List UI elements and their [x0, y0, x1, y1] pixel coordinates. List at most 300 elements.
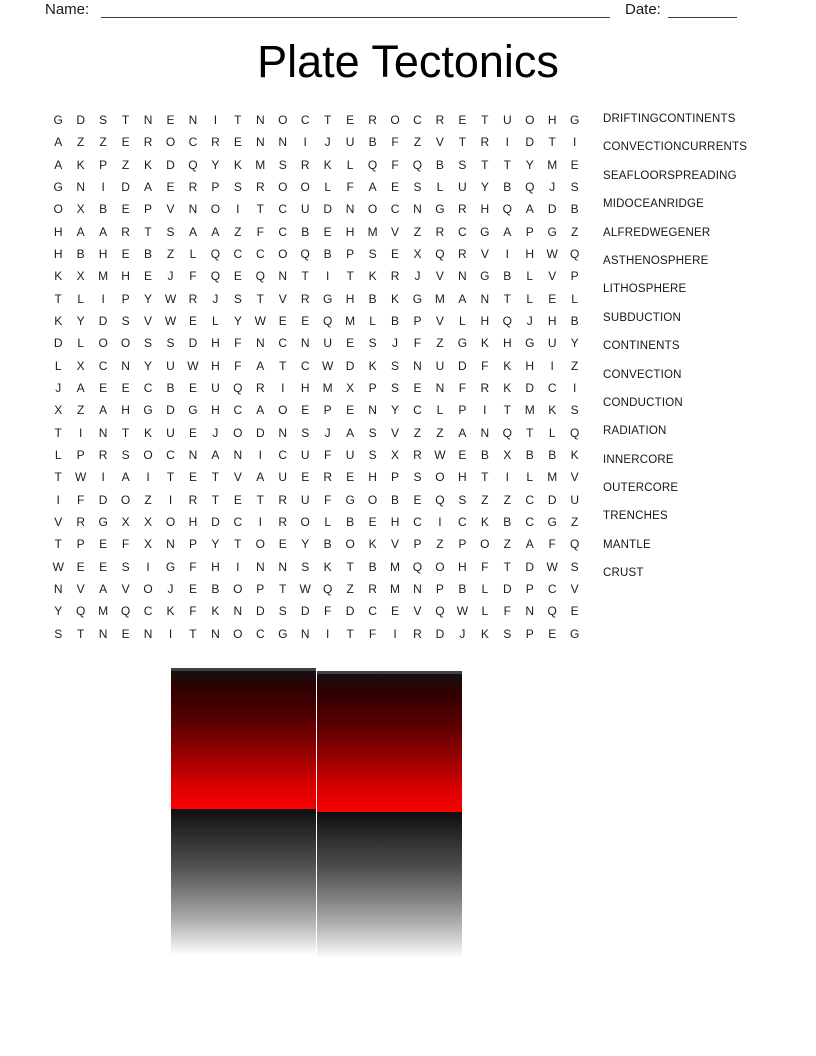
- grid-letter-r12c18: U: [435, 358, 445, 373]
- grid-letter-r15c12: S: [301, 425, 310, 440]
- grid-letter-r4c18: L: [436, 180, 444, 195]
- grid-letter-r22c14: Z: [346, 582, 354, 597]
- grid-letter-r23c5: C: [143, 604, 153, 619]
- grid-letter-r4c10: R: [255, 180, 265, 195]
- grid-letter-r11c22: G: [525, 336, 535, 351]
- grid-letter-r21c14: T: [346, 559, 354, 574]
- grid-letter-r24c14: T: [346, 626, 354, 641]
- grid-letter-r20c7: P: [188, 537, 197, 552]
- grid-letter-r15c24: Q: [569, 425, 580, 440]
- grid-letter-r24c3: N: [98, 626, 108, 641]
- grid-letter-r20c8: Y: [211, 537, 220, 552]
- grid-letter-r11c19: G: [457, 336, 468, 351]
- grid-letter-r2c15: B: [368, 135, 377, 150]
- grid-letter-r5c12: U: [300, 202, 310, 217]
- word-list-item: MIDOCEANRIDGE: [603, 198, 704, 211]
- grid-letter-r21c12: S: [301, 559, 310, 574]
- grid-letter-r16c13: F: [323, 448, 332, 463]
- grid-letter-r14c4: H: [121, 403, 130, 418]
- grid-letter-r3c3: P: [99, 157, 108, 172]
- grid-letter-r13c6: B: [166, 381, 175, 396]
- grid-letter-r13c18: N: [435, 381, 445, 396]
- grid-letter-r4c2: N: [76, 180, 86, 195]
- grid-letter-r5c1: O: [53, 202, 63, 217]
- grid-letter-r5c19: R: [458, 202, 467, 217]
- grid-letter-r20c19: P: [458, 537, 467, 552]
- grid-letter-r15c3: N: [98, 425, 108, 440]
- grid-letter-r24c18: D: [435, 626, 445, 641]
- grid-letter-r12c2: X: [76, 358, 85, 373]
- grid-letter-r9c15: B: [368, 291, 377, 306]
- grid-letter-r15c8: J: [212, 425, 219, 440]
- grid-letter-r10c11: E: [278, 314, 287, 329]
- grid-letter-r23c17: V: [413, 604, 422, 619]
- grid-letter-r1c18: R: [435, 113, 445, 128]
- grid-letter-r12c14: D: [345, 358, 355, 373]
- grid-letter-r4c11: O: [278, 180, 288, 195]
- grid-letter-r2c16: F: [391, 135, 399, 150]
- grid-letter-r1c13: T: [323, 113, 332, 128]
- grid-letter-r17c20: T: [481, 470, 489, 485]
- grid-letter-r6c21: A: [503, 224, 512, 239]
- grid-letter-r1c14: E: [346, 113, 355, 128]
- grid-letter-r5c20: H: [480, 202, 490, 217]
- grid-letter-r13c22: D: [525, 381, 535, 396]
- word-list-item: TRENCHES: [603, 510, 668, 523]
- grid-letter-r2c9: E: [233, 135, 242, 150]
- grid-letter-r7c18: Q: [435, 247, 445, 262]
- grid-letter-r13c3: E: [99, 381, 108, 396]
- grid-letter-r18c4: O: [120, 492, 131, 507]
- grid-letter-r22c17: N: [413, 582, 422, 597]
- grid-letter-r8c24: P: [570, 269, 579, 284]
- grid-letter-r1c7: N: [188, 113, 198, 128]
- grid-letter-r3c19: S: [458, 157, 467, 172]
- grid-letter-r12c4: N: [121, 358, 130, 373]
- grid-letter-r13c2: A: [76, 381, 85, 396]
- grid-letter-r24c23: E: [548, 626, 557, 641]
- grid-letter-r17c18: O: [435, 470, 445, 485]
- grid-letter-r24c19: J: [459, 626, 466, 641]
- grid-letter-r7c5: B: [144, 247, 153, 262]
- grid-letter-r11c17: F: [413, 336, 422, 351]
- grid-letter-r23c7: F: [189, 604, 197, 619]
- grid-letter-r20c4: F: [121, 537, 130, 552]
- grid-letter-r24c21: S: [503, 626, 512, 641]
- grid-letter-r20c1: T: [54, 537, 62, 552]
- word-list-item: CONDUCTION: [603, 396, 683, 409]
- grid-letter-r15c9: O: [233, 425, 243, 440]
- grid-letter-r16c1: L: [54, 448, 62, 463]
- grid-letter-r10c15: L: [369, 314, 376, 329]
- grid-letter-r5c7: N: [188, 202, 198, 217]
- grid-letter-r10c3: D: [98, 314, 108, 329]
- grid-letter-r24c1: S: [54, 626, 63, 641]
- grid-letter-r3c9: K: [233, 157, 242, 172]
- grid-letter-r21c22: D: [525, 559, 535, 574]
- grid-letter-r21c13: K: [323, 559, 332, 574]
- grid-letter-r16c5: O: [143, 448, 153, 463]
- grid-letter-r9c22: L: [526, 291, 534, 306]
- grid-letter-r22c6: J: [167, 582, 174, 597]
- grid-letter-r2c10: N: [255, 135, 265, 150]
- grid-letter-r1c3: S: [99, 113, 108, 128]
- grid-letter-r5c17: N: [413, 202, 422, 217]
- grid-letter-r7c9: C: [233, 247, 243, 262]
- grid-letter-r14c1: X: [54, 403, 63, 418]
- grid-letter-r15c7: E: [188, 425, 197, 440]
- grid-letter-r3c13: K: [323, 157, 332, 172]
- grid-letter-r5c10: T: [256, 202, 264, 217]
- grid-letter-r5c23: D: [547, 202, 557, 217]
- grid-letter-r21c3: E: [99, 559, 108, 574]
- grid-letter-r17c7: E: [188, 470, 197, 485]
- grid-letter-r22c3: A: [99, 582, 108, 597]
- grid-letter-r24c20: K: [480, 626, 489, 641]
- grid-letter-r5c8: O: [210, 202, 221, 217]
- grid-letter-r20c23: F: [548, 537, 556, 552]
- grid-letter-r16c17: R: [413, 448, 422, 463]
- grid-letter-r24c9: O: [233, 626, 243, 641]
- grid-letter-r10c1: K: [54, 314, 63, 329]
- grid-letter-r7c6: Z: [166, 247, 175, 262]
- word-list-item: ALFREDWEGENER: [603, 226, 711, 239]
- grid-letter-r11c11: C: [278, 336, 288, 351]
- grid-letter-r19c2: R: [76, 515, 86, 530]
- grid-letter-r21c2: E: [76, 559, 85, 574]
- grid-letter-r3c21: T: [503, 157, 511, 172]
- grid-letter-r14c16: Y: [391, 403, 400, 418]
- grid-letter-r15c18: Z: [436, 425, 444, 440]
- grid-letter-r24c8: N: [211, 626, 220, 641]
- grid-letter-r11c15: S: [368, 336, 377, 351]
- grid-letter-r11c16: J: [392, 336, 399, 351]
- grid-letter-r19c13: L: [324, 515, 331, 530]
- grid-letter-r4c8: P: [211, 180, 220, 195]
- grid-letter-r6c16: V: [391, 224, 400, 239]
- grid-letter-r3c17: Q: [412, 157, 423, 172]
- grid-letter-r3c15: Q: [367, 157, 378, 172]
- grid-letter-r10c14: M: [345, 314, 356, 329]
- grid-letter-r17c9: V: [233, 470, 242, 485]
- grid-letter-r4c15: A: [368, 180, 377, 195]
- grid-letter-r13c12: H: [300, 381, 310, 396]
- grid-letter-r4c9: S: [233, 180, 242, 195]
- grid-letter-r17c19: H: [458, 470, 467, 485]
- word-list: [603, 105, 747, 588]
- grid-letter-r1c22: O: [525, 113, 535, 128]
- grid-letter-r9c11: V: [278, 291, 287, 306]
- grid-letter-r14c9: C: [233, 403, 243, 418]
- gray-gradient-half: [171, 809, 316, 955]
- grid-letter-r20c21: Z: [503, 537, 511, 552]
- grid-letter-r8c21: B: [503, 269, 512, 284]
- grid-letter-r23c15: C: [368, 604, 377, 619]
- grid-letter-r17c4: A: [121, 470, 130, 485]
- grid-letter-r22c12: W: [299, 582, 311, 597]
- grid-letter-r8c6: J: [167, 269, 174, 284]
- grid-letter-r17c5: I: [146, 470, 150, 485]
- grid-letter-r21c6: G: [165, 559, 176, 574]
- grid-letter-r8c19: N: [458, 269, 467, 284]
- grid-letter-r9c8: J: [212, 291, 219, 306]
- grid-letter-r18c23: D: [547, 492, 557, 507]
- grid-letter-r6c23: G: [547, 224, 557, 239]
- grid-letter-r22c10: P: [256, 582, 265, 597]
- grid-letter-r15c5: K: [144, 425, 153, 440]
- grid-letter-r5c18: G: [435, 202, 445, 217]
- grid-letter-r21c18: O: [435, 559, 445, 574]
- grid-letter-r14c6: D: [166, 403, 175, 418]
- grid-letter-r16c16: X: [391, 448, 400, 463]
- grid-letter-r6c20: G: [480, 224, 490, 239]
- grid-letter-r9c7: R: [188, 291, 198, 306]
- grid-letter-r14c15: N: [368, 403, 377, 418]
- grid-letter-r11c6: S: [166, 336, 175, 351]
- grid-letter-r17c23: M: [547, 470, 558, 485]
- grid-letter-r3c11: S: [278, 157, 287, 172]
- grid-letter-r10c9: Y: [233, 314, 242, 329]
- grid-letter-r11c1: D: [53, 336, 63, 351]
- grid-letter-r11c23: U: [547, 336, 557, 351]
- grid-letter-r20c3: E: [99, 537, 108, 552]
- grid-letter-r23c20: L: [481, 604, 489, 619]
- grid-letter-r5c24: B: [570, 202, 579, 217]
- grid-letter-r12c24: Z: [570, 358, 579, 373]
- grid-letter-r20c13: B: [323, 537, 332, 552]
- grid-letter-r3c20: T: [481, 157, 489, 172]
- grid-letter-r8c15: K: [368, 269, 377, 284]
- grid-letter-r2c12: I: [303, 135, 307, 150]
- grid-letter-r9c4: P: [121, 291, 130, 306]
- grid-letter-r7c20: V: [480, 247, 489, 262]
- grid-letter-r13c5: C: [143, 381, 153, 396]
- grid-letter-r21c1: W: [52, 559, 64, 574]
- grid-letter-r8c1: K: [54, 269, 63, 284]
- grid-letter-r1c5: N: [143, 113, 153, 128]
- grid-letter-r5c2: X: [76, 202, 85, 217]
- grid-letter-r22c11: T: [279, 582, 287, 597]
- grid-letter-r5c5: P: [144, 202, 153, 217]
- grid-letter-r9c23: E: [548, 291, 557, 306]
- grid-letter-r11c20: K: [480, 336, 489, 351]
- grid-letter-r2c4: E: [121, 135, 130, 150]
- grid-letter-r12c12: C: [300, 358, 310, 373]
- grid-letter-r14c17: C: [413, 403, 422, 418]
- grid-letter-r2c19: T: [458, 135, 467, 150]
- grid-letter-r17c12: E: [301, 470, 310, 485]
- grid-letter-r9c6: W: [164, 291, 177, 306]
- grid-letter-r24c11: G: [278, 626, 288, 641]
- grid-letter-r7c7: L: [189, 247, 197, 262]
- grid-letter-r14c3: A: [99, 403, 108, 418]
- grid-letter-r21c21: T: [503, 559, 511, 574]
- grid-letter-r4c22: Q: [525, 180, 535, 195]
- grid-letter-r17c15: H: [368, 470, 377, 485]
- grid-letter-r20c15: K: [368, 537, 377, 552]
- grid-letter-r24c7: T: [189, 626, 197, 641]
- grid-letter-r17c11: U: [278, 470, 288, 485]
- grid-letter-r1c2: D: [76, 113, 86, 128]
- grid-letter-r9c17: G: [412, 291, 423, 306]
- grid-letter-r9c5: Y: [144, 291, 153, 306]
- grid-letter-r8c16: R: [390, 269, 400, 284]
- grid-letter-r11c5: S: [144, 336, 153, 351]
- word-list-item: DRIFTINGCONTINENTS: [603, 113, 736, 125]
- grid-letter-r15c23: L: [548, 425, 556, 440]
- grid-letter-r11c4: O: [120, 336, 131, 351]
- grid-letter-r14c8: H: [211, 403, 220, 418]
- grid-letter-r12c17: N: [413, 358, 422, 373]
- grid-letter-r21c19: H: [458, 559, 467, 574]
- grid-letter-r1c6: E: [166, 113, 175, 128]
- grid-letter-r15c14: A: [346, 425, 355, 440]
- grid-letter-r16c22: B: [525, 448, 534, 463]
- grid-letter-r1c23: H: [547, 113, 557, 128]
- grid-letter-r16c2: P: [76, 448, 85, 463]
- grid-letter-r18c24: U: [570, 492, 579, 507]
- grid-letter-r12c16: S: [391, 358, 400, 373]
- grid-letter-r21c5: I: [146, 559, 150, 574]
- grid-letter-r24c10: C: [255, 626, 265, 641]
- grid-letter-r19c3: G: [98, 515, 108, 530]
- grid-letter-r19c11: R: [278, 515, 288, 530]
- grid-letter-r18c5: Z: [144, 492, 152, 507]
- grid-letter-r16c4: S: [121, 448, 130, 463]
- grid-letter-r22c9: O: [233, 582, 243, 597]
- grid-letter-r10c12: E: [301, 314, 310, 329]
- grid-letter-r13c24: I: [572, 381, 577, 396]
- grid-letter-r23c11: S: [278, 604, 287, 619]
- grid-letter-r19c9: C: [233, 515, 243, 530]
- grid-letter-r19c5: X: [144, 515, 153, 530]
- grid-letter-r6c2: A: [76, 224, 85, 239]
- grid-letter-r13c7: E: [188, 381, 197, 396]
- grid-letter-r19c19: C: [458, 515, 467, 530]
- grid-letter-r23c1: Y: [54, 604, 63, 619]
- grid-letter-r13c11: I: [281, 381, 285, 396]
- date-label: Date:: [625, 1, 661, 18]
- grid-letter-r23c18: Q: [435, 604, 445, 619]
- grid-letter-r22c24: V: [570, 582, 579, 597]
- grid-letter-r18c18: Q: [435, 492, 445, 507]
- grid-letter-r4c13: L: [324, 180, 331, 195]
- grid-letter-r1c20: T: [481, 113, 489, 128]
- grid-letter-r19c20: K: [480, 515, 489, 530]
- grid-letter-r3c8: Y: [211, 157, 220, 172]
- grid-letter-r3c6: D: [166, 157, 175, 172]
- grid-letter-r15c20: N: [480, 425, 490, 440]
- grid-letter-r22c23: C: [547, 582, 557, 597]
- gray-gradient-half: [317, 812, 462, 958]
- grid-letter-r15c15: S: [368, 425, 377, 440]
- grid-letter-r13c19: F: [458, 381, 467, 396]
- name-label: Name:: [45, 1, 90, 18]
- grid-letter-r7c1: H: [53, 247, 63, 262]
- grid-letter-r6c10: F: [256, 224, 264, 239]
- grid-letter-r9c20: N: [480, 291, 490, 306]
- grid-letter-r7c16: E: [391, 247, 400, 262]
- grid-letter-r23c10: D: [255, 604, 265, 619]
- grid-letter-r6c12: B: [301, 224, 310, 239]
- grid-letter-r23c12: D: [300, 604, 310, 619]
- grid-letter-r8c13: I: [325, 269, 330, 284]
- grid-letter-r2c8: R: [211, 135, 220, 150]
- grid-letter-r18c7: R: [188, 492, 198, 507]
- grid-letter-r12c19: D: [458, 358, 467, 373]
- grid-letter-r20c10: O: [255, 537, 265, 552]
- grid-letter-r18c2: F: [77, 492, 85, 507]
- grid-letter-r10c21: Q: [502, 314, 512, 329]
- grid-letter-r1c11: O: [278, 113, 288, 128]
- grid-letter-r4c23: J: [549, 180, 556, 195]
- grid-letter-r16c6: C: [166, 448, 175, 463]
- grid-letter-r17c14: E: [346, 470, 355, 485]
- grid-letter-r9c24: L: [571, 291, 578, 306]
- grid-letter-r12c5: Y: [144, 358, 153, 373]
- grid-letter-r19c1: V: [54, 515, 63, 530]
- grid-letter-r22c15: R: [368, 582, 377, 597]
- grid-letter-r16c12: U: [300, 448, 310, 463]
- grid-letter-r13c16: S: [391, 381, 400, 396]
- grid-letter-r7c8: Q: [210, 247, 221, 262]
- grid-letter-r5c4: E: [121, 202, 130, 217]
- word-list-item: SEAFLOORSPREADING: [603, 169, 737, 182]
- grid-letter-r23c2: Q: [76, 604, 86, 619]
- grid-letter-r17c6: T: [166, 470, 175, 485]
- grid-letter-r13c9: Q: [233, 381, 243, 396]
- grid-letter-r3c18: B: [435, 157, 444, 172]
- grid-letter-r23c24: E: [570, 604, 579, 619]
- grid-letter-r2c24: I: [572, 135, 577, 150]
- grid-letter-r12c15: K: [368, 358, 377, 373]
- grid-letter-r19c4: X: [121, 515, 130, 530]
- grid-letter-r14c21: T: [503, 403, 511, 418]
- grid-letter-r3c4: Z: [121, 157, 130, 172]
- grid-letter-r14c19: P: [458, 403, 467, 418]
- grid-letter-r12c6: U: [166, 358, 175, 373]
- grid-letter-r19c17: C: [413, 515, 422, 530]
- grid-letter-r10c8: L: [212, 314, 219, 329]
- grid-letter-r6c14: H: [345, 224, 355, 239]
- grid-letter-r8c8: Q: [210, 269, 221, 284]
- grid-letter-r10c2: Y: [76, 314, 85, 329]
- grid-letter-r20c12: Y: [301, 537, 310, 552]
- grid-letter-r13c15: P: [368, 381, 377, 396]
- grid-letter-r5c14: N: [345, 202, 355, 217]
- grid-letter-r23c14: D: [345, 604, 355, 619]
- grid-letter-r19c15: E: [368, 515, 377, 530]
- grid-letter-r16c3: R: [98, 448, 108, 463]
- grid-letter-r5c13: D: [323, 202, 332, 217]
- grid-letter-r7c22: H: [525, 247, 535, 262]
- grid-letter-r2c11: N: [278, 135, 288, 150]
- grid-letter-r10c22: J: [526, 314, 533, 329]
- grid-letter-r9c2: L: [77, 291, 85, 306]
- grid-letter-r12c13: W: [322, 358, 334, 373]
- grid-letter-r6c18: R: [435, 224, 445, 239]
- grid-letter-r7c12: Q: [300, 247, 310, 262]
- grid-letter-r15c21: Q: [502, 425, 512, 440]
- grid-letter-r2c21: I: [505, 135, 509, 150]
- grid-letter-r7c17: X: [413, 247, 422, 262]
- grid-letter-r10c16: B: [391, 314, 400, 329]
- grid-letter-r22c13: Q: [322, 582, 333, 597]
- grid-letter-r5c21: Q: [502, 202, 512, 217]
- grid-letter-r19c12: O: [300, 515, 310, 530]
- grid-letter-r16c20: B: [480, 448, 489, 463]
- grid-letter-r2c6: O: [165, 135, 176, 150]
